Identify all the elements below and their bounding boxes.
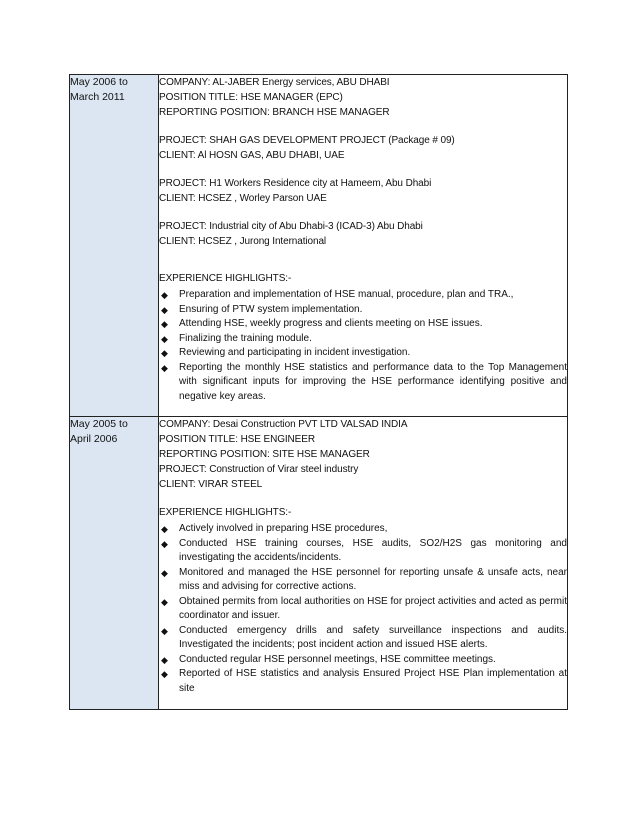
diamond-bullet-icon: ◆ (161, 319, 168, 329)
list-item: ◆ Actively involved in preparing HSE procedures, (159, 522, 567, 537)
experience-row-2 (70, 417, 568, 710)
company-line: COMPANY: Desai Construction PVT LTD VALSAD INDIA (159, 419, 408, 430)
highlights-title: EXPERIENCE HIGHLIGHTS:- (159, 507, 292, 518)
content-cell (159, 75, 568, 417)
highlights-list (159, 522, 567, 696)
diamond-bullet-icon: ◆ (161, 567, 168, 578)
date-from: May 2006 to (70, 76, 128, 88)
date-cell (70, 75, 159, 417)
list-item: ◆ Conducted regular HSE personnel meetings, HSE committee meetings. (159, 653, 567, 668)
list-item: ◆ Finalizing the training module. (159, 332, 567, 347)
list-item: ◆ Reporting the monthly HSE statistics and performance data to the Top Management with significant inputs for improving the HSE performance identifying positive and negative key areas. (161, 361, 567, 402)
diamond-bullet-icon: ◆ (161, 625, 168, 636)
content-cell (159, 417, 568, 710)
diamond-bullet-icon: ◆ (161, 669, 168, 679)
project-line: PROJECT: SHAH GAS DEVELOPMENT PROJECT (Package # 09) (159, 135, 455, 146)
diamond-bullet-icon: ◆ (161, 538, 168, 549)
list-item: ◆ Conducted emergency drills and safety surveillance inspections and audits. Investigated the incidents; post incident action and issued HSE alerts. (161, 624, 567, 650)
date-to: March 2011 (70, 91, 125, 103)
diamond-bullet-icon: ◆ (161, 333, 168, 344)
list-item: ◆ Reviewing and participating in incident investigation. (159, 346, 567, 361)
list-item: ◆ Preparation and implementation of HSE manual, procedure, plan and TRA., (159, 288, 567, 303)
highlights-list (159, 288, 567, 404)
date-to: April 2006 (70, 433, 118, 445)
list-item: ◆ Conducted HSE training courses, HSE audits, SO2/H2S gas monitoring and investigating the accidents/incidents. (161, 537, 567, 563)
diamond-bullet-icon: ◆ (161, 524, 168, 534)
reporting-line: REPORTING POSITION: BRANCH HSE MANAGER (159, 107, 390, 118)
client-line: CLIENT: HCSEZ , Worley Parson UAE (159, 193, 327, 204)
diamond-bullet-icon: ◆ (161, 362, 168, 373)
diamond-bullet-icon: ◆ (161, 348, 168, 358)
diamond-bullet-icon: ◆ (161, 654, 168, 665)
client-line: CLIENT: HCSEZ , Jurong International (159, 236, 327, 247)
reporting-line: REPORTING POSITION: SITE HSE MANAGER (159, 449, 370, 460)
diamond-bullet-icon: ◆ (161, 304, 168, 315)
diamond-bullet-icon: ◆ (161, 290, 168, 300)
diamond-bullet-icon: ◆ (161, 596, 168, 607)
highlights-title: EXPERIENCE HIGHLIGHTS:- (159, 273, 292, 284)
list-item: ◆ Monitored and managed the HSE personnel for reporting unsafe & unsafe acts, near miss and advising for corrective actions. (161, 566, 567, 592)
experience-row-1 (70, 75, 568, 417)
list-item: ◆ Reported of HSE statistics and analysis Ensured Project HSE Plan implementation at site (161, 668, 567, 694)
position-line: POSITION TITLE: HSE ENGINEER (159, 434, 315, 445)
experience-table (69, 74, 568, 710)
project-line: PROJECT: Construction of Virar steel industry (159, 464, 359, 475)
list-item: ◆ Attending HSE, weekly progress and clients meeting on HSE issues. (159, 317, 567, 332)
project-line: PROJECT: Industrial city of Abu Dhabi-3 (ICAD-3) Abu Dhabi (159, 221, 423, 232)
client-line: CLIENT: VIRAR STEEL (159, 479, 263, 490)
date-from: May 2005 to (70, 418, 128, 430)
project-line: PROJECT: H1 Workers Residence city at Hameem, Abu Dhabi (159, 178, 432, 189)
client-line: CLIENT: Al HOSN GAS, ABU DHABI, UAE (159, 150, 345, 161)
position-line: POSITION TITLE: HSE MANAGER (EPC) (159, 92, 343, 103)
company-line: COMPANY: AL-JABER Energy services, ABU DHABI (159, 77, 390, 88)
date-cell (70, 417, 159, 710)
list-item: ◆ Obtained permits from local authorities on HSE for project activities and acted as permit coordinator and issuer. (161, 595, 567, 621)
list-item: ◆ Ensuring of PTW system implementation. (159, 303, 567, 318)
